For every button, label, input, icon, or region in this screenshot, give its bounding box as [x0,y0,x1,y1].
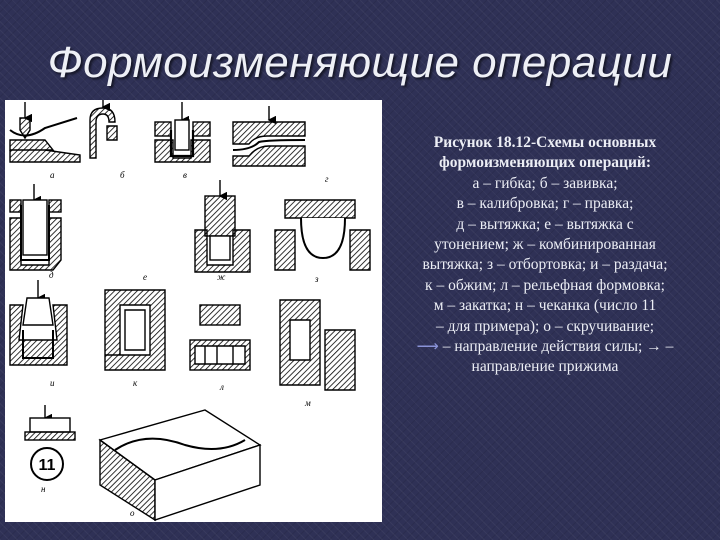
scheme-g-straightening [233,106,305,166]
caption-line-11 [390,337,700,357]
label-o: о [130,508,135,518]
label-l: л [220,382,224,392]
caption-line-4: в – калибровка; г – правка; [456,195,634,213]
scheme-l-relief [190,305,250,370]
scheme-z-flanging [275,200,370,270]
scheme-v-calibration [155,102,210,162]
label-a: а [50,170,55,180]
caption-line-10: – для примера); о – скручивание; [435,317,655,335]
scheme-zh-combined [195,180,250,272]
label-b: б [120,170,125,180]
label-zh: ж [217,272,226,282]
caption-line-3: а – гибка; б – завивка; [472,174,618,192]
scheme-a-bending [10,102,80,162]
caption-line-12: направление прижима [471,358,619,376]
force-direction-arrow-icon: ⟶ [416,338,439,356]
scheme-o-twisting [100,410,260,520]
caption-line-5: д – вытяжка; е – вытяжка с [456,215,634,233]
label-e: е [143,272,147,282]
label-z: з [315,274,319,284]
scheme-i-expanding [10,280,67,365]
label-v: в [183,170,187,180]
operations-figure [5,100,382,522]
label-n: н [41,484,46,494]
label-d: д [49,270,54,280]
label-m: м [305,398,311,408]
scheme-m-curling [280,300,355,390]
label-k: к [133,378,138,388]
slide-title: Формоизменяющие операции [47,38,673,87]
caption-line-9: м – закатка; н – чеканка (число 11 [433,297,657,315]
scheme-d-drawing [10,184,61,270]
caption-line-2: формоизменяющих операций: [438,154,652,172]
scheme-k-necking [105,290,165,370]
coin-number: 11 [38,457,56,474]
scheme-b-curling [90,100,117,158]
label-i: и [50,378,55,388]
caption-line-8: к – обжим; л – рельефная формовка; [425,276,665,294]
caption-line-1: Рисунок 18.12-Схемы основных [433,134,657,151]
figure-caption [390,133,700,378]
caption-line-7: вытяжка; з – отбортовка; и – раздача; [422,256,668,274]
caption-line-6: утонением; ж – комбинированная [434,236,656,254]
operations-diagram [5,100,382,522]
caption-line-11-text: – направление действия силы; → – [442,338,674,356]
label-g: г [325,174,329,184]
